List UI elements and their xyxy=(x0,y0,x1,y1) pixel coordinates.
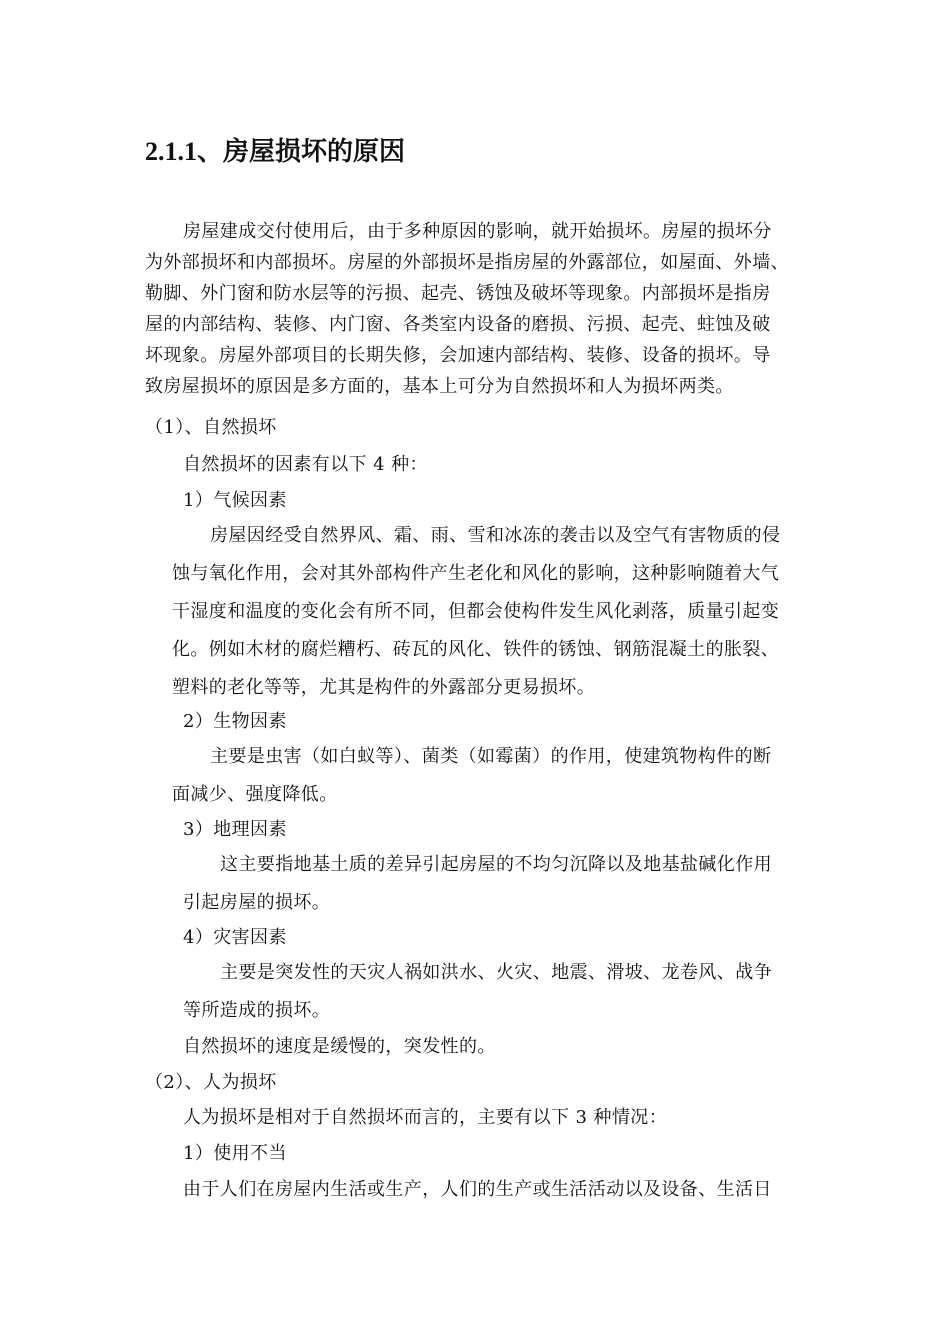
section-heading: 2.1.1、房屋损坏的原因 xyxy=(145,137,406,166)
intro-line: 坏现象。房屋外部项目的长期失修，会加速内部结构、装修、设备的损坏。导 xyxy=(145,345,771,366)
item-text-line: 化。例如木材的腐烂糟朽、砖瓦的风化、铁件的锈蚀、钢筋混凝土的胀裂、 xyxy=(172,639,780,660)
item-text-line: 塑料的老化等等，尤其是构件的外露部分更易损坏。 xyxy=(172,677,596,698)
item-text-line: 等所造成的损坏。 xyxy=(183,1000,331,1021)
item-text-line: 干湿度和温度的变化会有所不同，但都会使构件发生风化剥落，质量引起变 xyxy=(172,601,780,622)
item-text-line: 引起房屋的损坏。 xyxy=(183,892,331,913)
paragraph-line: 自然损坏的速度是缓慢的，突发性的。 xyxy=(183,1036,496,1057)
subsection-title: （1）、自然损坏 xyxy=(145,417,277,438)
paragraph-line: 人为损坏是相对于自然损坏而言的，主要有以下 3 种情况： xyxy=(183,1107,668,1128)
item-title: 4）灾害因素 xyxy=(183,927,287,948)
item-text-line: 主要是虫害（如白蚁等）、菌类（如霉菌）的作用，使建筑物构件的断 xyxy=(210,746,772,767)
item-title: 2）生物因素 xyxy=(183,711,287,732)
item-text-line: 主要是突发性的天灾人祸如洪水、火灾、地震、滑坡、龙卷风、战争 xyxy=(220,962,772,983)
intro-line: 致房屋损坏的原因是多方面的，基本上可分为自然损坏和人为损坏两类。 xyxy=(145,376,734,397)
item-text-line: 蚀与氧化作用，会对其外部构件产生老化和风化的影响，这种影响随着大气 xyxy=(172,563,780,584)
paragraph-line: 自然损坏的因素有以下 4 种： xyxy=(183,454,428,475)
item-text-line: 由于人们在房屋内生活或生产，人们的生产或生活活动以及设备、生活日 xyxy=(183,1179,772,1200)
item-text-line: 面减少、强度降低。 xyxy=(172,784,338,805)
item-text-line: 房屋因经受自然界风、霜、雨、雪和冰冻的袭击以及空气有害物质的侵 xyxy=(210,525,781,546)
intro-line: 为外部损坏和内部损坏。房屋的外部损坏是指房屋的外露部位，如屋面、外墙、 xyxy=(145,252,789,273)
item-title: 1）使用不当 xyxy=(183,1143,287,1164)
intro-line: 屋的内部结构、装修、内门窗、各类室内设备的磨损、污损、起壳、蛀蚀及破 xyxy=(145,314,771,335)
item-text-line: 这主要指地基土质的差异引起房屋的不均匀沉降以及地基盐碱化作用 xyxy=(220,854,772,875)
subsection-title: （2）、人为损坏 xyxy=(145,1072,277,1093)
item-title: 1）气候因素 xyxy=(183,490,287,511)
item-title: 3）地理因素 xyxy=(183,819,287,840)
intro-line: 房屋建成交付使用后，由于多种原因的影响，就开始损坏。房屋的损坏分 xyxy=(183,221,772,242)
intro-line: 勒脚、外门窗和防水层等的污损、起壳、锈蚀及破坏等现象。内部损坏是指房 xyxy=(145,283,771,304)
